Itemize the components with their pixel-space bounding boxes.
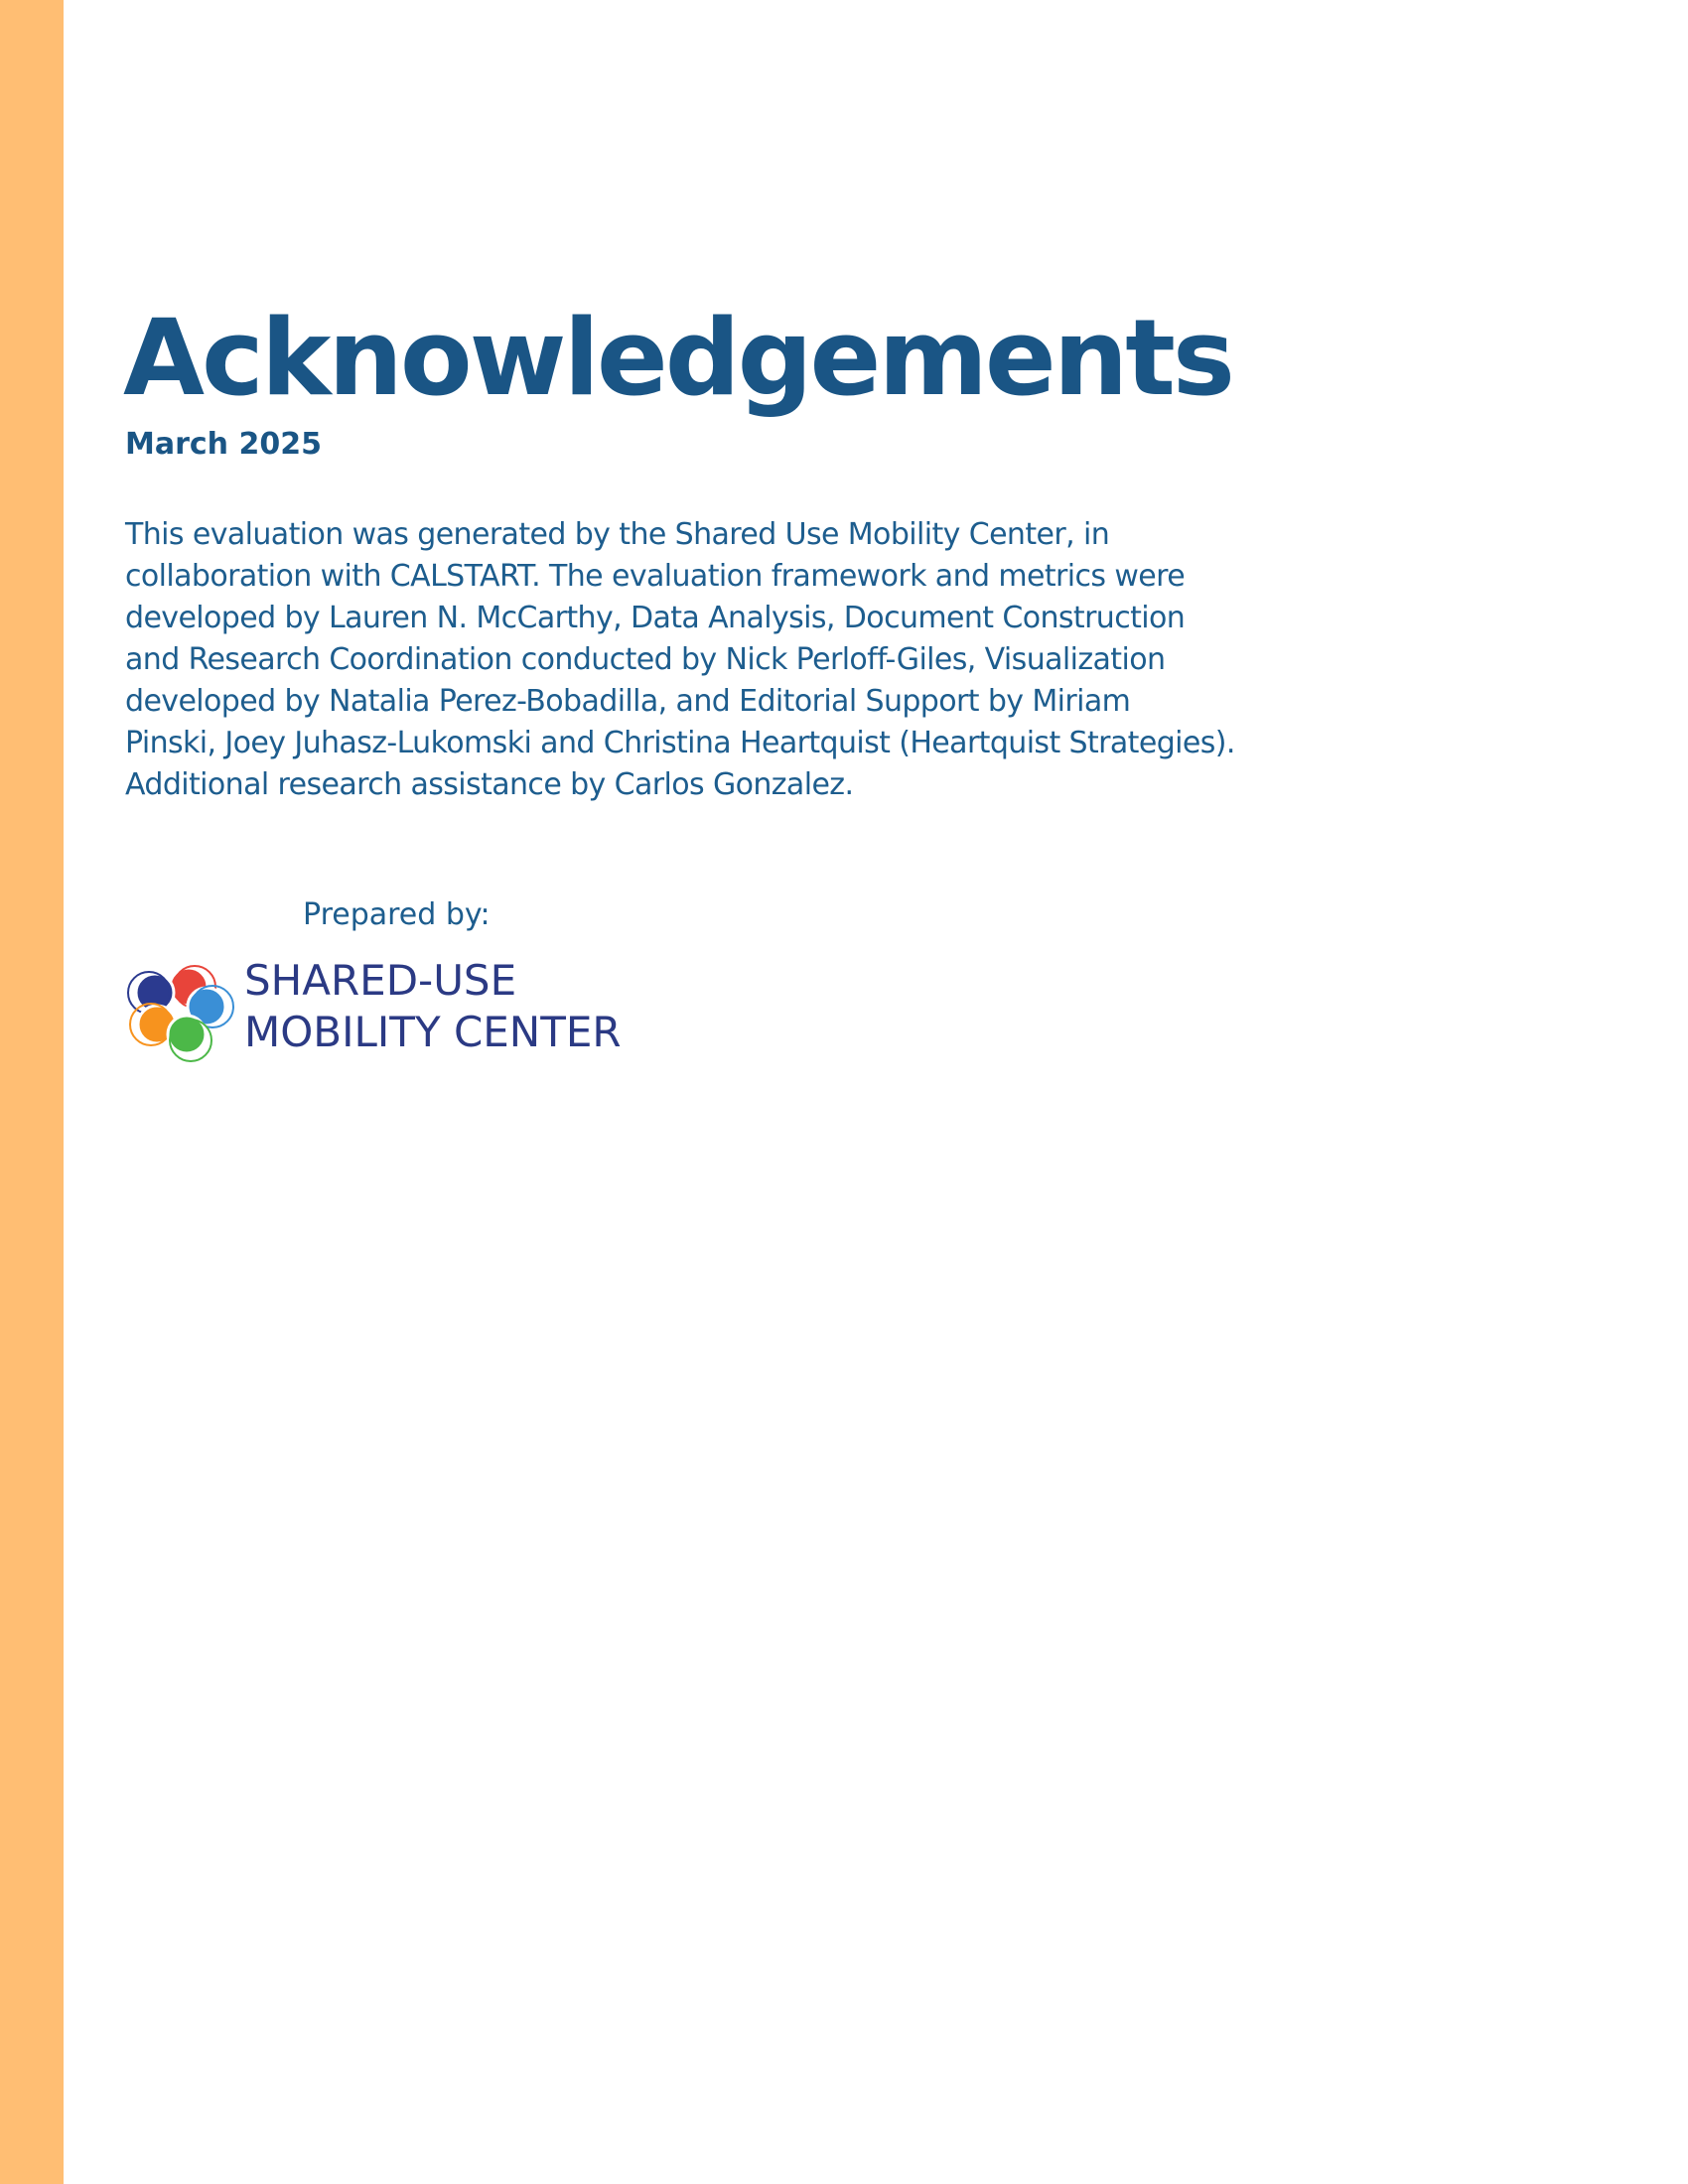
prepared-by-label: Prepared by: <box>303 897 491 932</box>
paragraph-line: This evaluation was generated by the Shared Use Mobility Center, in <box>125 517 1110 552</box>
acknowledgement-paragraph <box>125 514 1396 806</box>
page-title: Acknowledgements <box>123 297 1233 419</box>
logo-circles-icon <box>127 955 236 1064</box>
side-accent-stripe <box>0 0 64 2184</box>
paragraph-line: and Research Coordination conducted by Nick Perloff-Giles, Visualization <box>125 642 1166 677</box>
paragraph-line: Pinski, Joey Juhasz-Lukomski and Christina Heartquist (Heartquist Strategies). <box>125 726 1235 760</box>
paragraph-line: developed by Lauren N. McCarthy, Data Analysis, Document Construction <box>125 601 1186 635</box>
shared-use-mobility-center-logo <box>127 955 703 1064</box>
publication-date: March 2025 <box>125 427 322 462</box>
logo-wordmark <box>244 955 622 1058</box>
paragraph-line: developed by Natalia Perez-Bobadilla, and Editorial Support by Miriam <box>125 684 1131 719</box>
logo-line-1: SHARED-USE <box>244 956 517 1005</box>
paragraph-line: collaboration with CALSTART. The evaluation framework and metrics were <box>125 559 1186 594</box>
paragraph-line: Additional research assistance by Carlos Gonzalez. <box>125 767 854 802</box>
logo-line-2: MOBILITY CENTER <box>244 1008 622 1056</box>
